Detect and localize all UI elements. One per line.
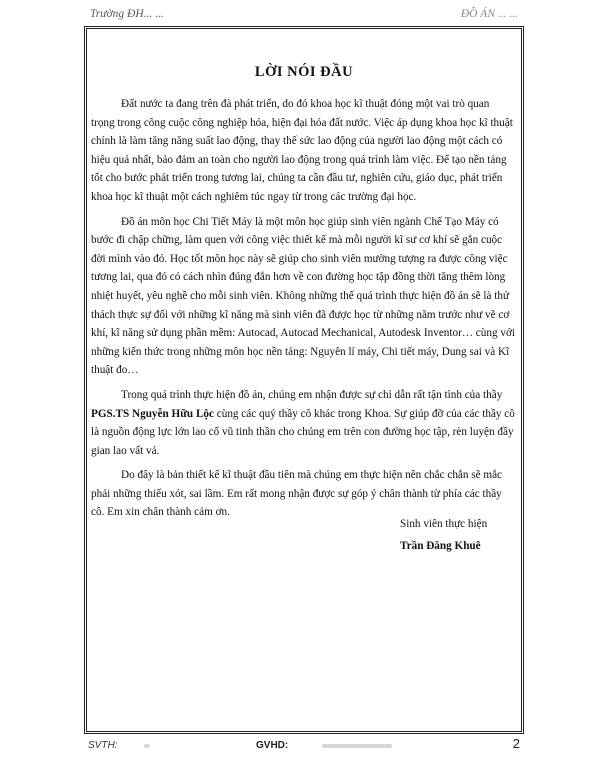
page-number: 2: [512, 736, 520, 751]
footer-gvhd: GVHD:: [256, 740, 289, 751]
paragraph-thanks: [91, 386, 515, 460]
header-school: Trường ĐH... ...: [90, 8, 164, 20]
footer-smudge: [322, 744, 392, 748]
signature-block: [400, 513, 487, 557]
advisor-name: PGS.TS Nguyễn Hữu Lộc: [91, 407, 214, 420]
body-text: [91, 95, 515, 525]
paragraph-course: Đồ án môn học Chi Tiết Máy là một môn học giúp sinh viên ngành Chế Tạo Máy có bước đi chập chững, làm quen với công việc thiết kế mà mỗi người kĩ sư cơ khí sẽ gắn cuộc đời mình vào đó. Học tốt môn học này sẽ giúp cho sinh viên mường tượng ra được công việc tương lai, qua đó có cách nhìn đúng đắn hơn về con đường học tập đồng thời tăng thêm lòng nhiệt huyết, yêu nghề cho mỗi sinh viên. Không những thế quá trình thực hiện đồ án sẽ là thử thách thực sự đối với những kĩ năng mà sinh viên đã được học từ những năm trước như vẽ cơ khí, kĩ năng sử dụng phần mềm: Autocad, Autocad Mechanical, Autodesk Inventor… cùng với những kiến thức trong những môn học nền tảng: Nguyên lí máy, Chi tiết máy, Dung sai và Kĩ thuật đo…: [91, 215, 515, 377]
signature-role: Sinh viên thực hiện: [400, 518, 488, 530]
page-footer: [84, 734, 524, 760]
signature-name: Trần Đăng Khuê: [400, 540, 481, 552]
thanks-before: Trong quá trình thực hiện đồ án, chúng em nhận được sự chỉ dẫn rất tận tình của thầy: [121, 388, 503, 401]
paragraph-intro: Đất nước ta đang trên đà phát triển, do đó khoa học kĩ thuật đóng một vai trò quan trọng trong công cuộc công nghiệp hóa, hiện đại hóa đất nước. Việc áp dụng khoa học kĩ thuật chính là làm tăng năng suất lao động, thay thế sức lao động của người lao động một cách có hiệu quả nhất, bảo đảm an toàn cho người lao động trong quá trình làm việc. Để tạo nền tảng tốt cho bước phát triển trong tương lai, chúng ta cần đầu tư, nghiên cứu, giáo dục, phát triển khoa học kĩ thuật một cách nghiêm túc ngay từ trong các trường đại học.: [91, 98, 513, 203]
footer-smudge: [144, 744, 150, 748]
header-course: ĐỒ ÁN ... ...: [460, 8, 518, 20]
paragraph-closing: Do đây là bản thiết kế kĩ thuật đầu tiên mà chúng em thực hiện nên chắc chắn sẽ mắc phải những thiếu xót, sai lầm. Em rất mong nhận được sự góp ý chân thành từ phía các thầy cô. Em xin chân thành cảm ơn.: [91, 469, 503, 519]
page-header: [84, 2, 524, 28]
footer-svth: SVTH:: [88, 740, 118, 751]
thanks-after: cùng các quý thầy cô khác trong Khoa. Sự giúp đỡ của các thầy cô là nguồn động lực lớn lao cổ vũ tinh thần cho chúng em trên con đường học tập, rèn luyện đầy gian lao vất vả.: [91, 407, 515, 457]
page-title: LỜI NÓI ĐẦU: [254, 64, 354, 80]
